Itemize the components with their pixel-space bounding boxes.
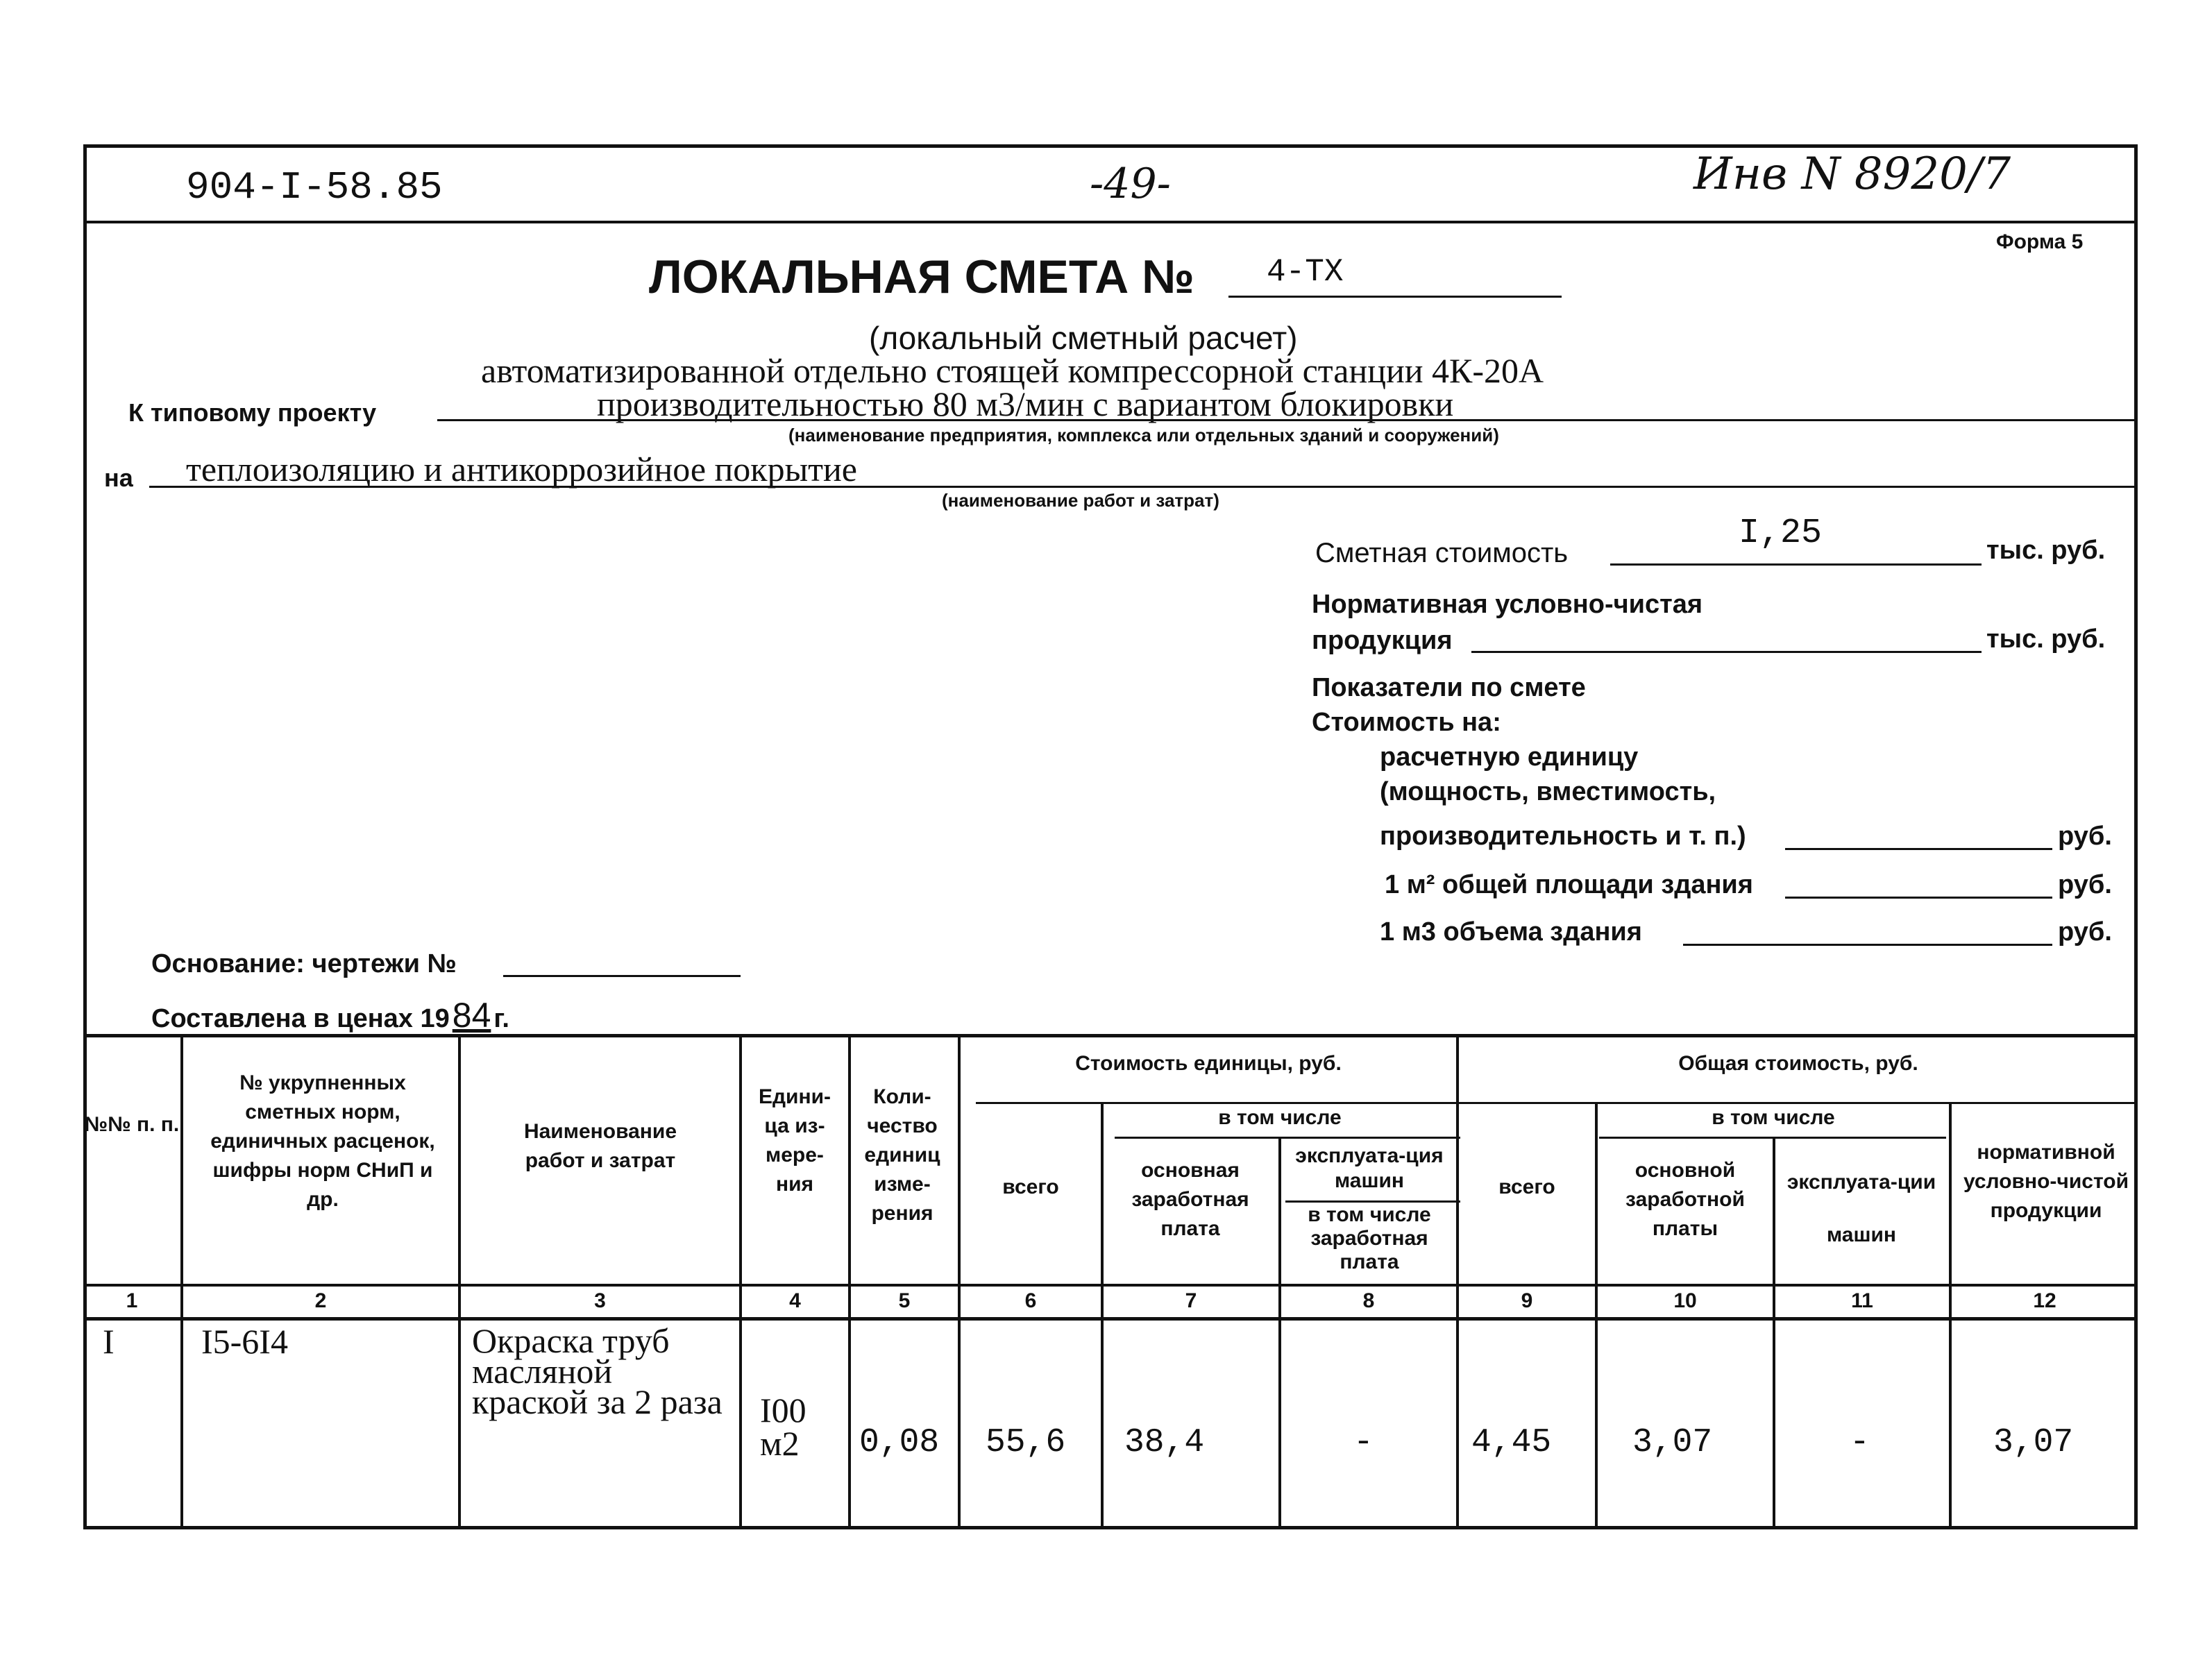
estimate-number-underline [1228, 296, 1562, 298]
drawings-label: Основание: чертежи № [151, 949, 457, 978]
doc-code: 904-I-58.85 [186, 165, 443, 210]
calc-unit-rub: руб. [2058, 822, 2112, 851]
header-c12: нормативной условно-чистой продукции [1963, 1141, 2129, 1222]
colnum-12: 12 [2033, 1289, 2056, 1312]
header-c11: эксплуата-ции машин [1786, 1171, 1936, 1246]
drawings-underline [503, 975, 741, 977]
header-divider [83, 221, 2138, 223]
row-qty: 0,08 [859, 1424, 940, 1461]
row-unit-total: 55,6 [986, 1424, 1066, 1461]
vline-3 [739, 1034, 742, 1529]
object-caption: (наименование предприятия, комплекса или отдельных зданий и сооружений) [788, 425, 1499, 446]
prices-label [151, 995, 509, 1035]
colnum-1: 1 [126, 1289, 138, 1312]
col8-split-rule [1285, 1200, 1460, 1203]
works-underline [149, 486, 2135, 488]
colnum-3: 3 [594, 1289, 606, 1312]
per-m3-label: 1 м3 объема здания [1380, 917, 1642, 947]
header-total-incl: в том числе [1712, 1106, 1835, 1129]
object-underline [437, 419, 2135, 421]
vline-9 [1595, 1102, 1598, 1529]
row-total: 4,45 [1471, 1424, 1552, 1461]
indicators-label: Показатели по смете [1312, 673, 1586, 702]
npp-label-2: продукция [1312, 626, 1453, 655]
colnum-11: 11 [1851, 1289, 1873, 1312]
header-c10: основной заработной платы [1625, 1159, 1745, 1240]
works-label: на [104, 464, 133, 492]
calc-unit-underline [1785, 848, 2052, 850]
npp-label-1: Нормативная условно-чистая [1312, 590, 1703, 619]
colnum-2: 2 [314, 1289, 327, 1312]
estimate-cost-label: Сметная стоимость [1315, 538, 1569, 568]
colnum-4: 4 [789, 1289, 801, 1312]
calc-unit-label-1: расчетную единицу [1380, 743, 1639, 772]
header-c4: Едини-ца из-мере-ния [758, 1085, 831, 1196]
object-name-line2: производительностью 80 м3/мин с вариантом блокировки [597, 384, 1454, 423]
vline-1 [180, 1034, 183, 1529]
colnum-10: 10 [1673, 1289, 1697, 1312]
row-name: Окраска труб масляной краской за 2 раза [472, 1321, 723, 1421]
header-c1: №№ п. п. [84, 1113, 180, 1136]
header-c5: Коли-чество единиц изме-рения [864, 1085, 940, 1225]
works-name: теплоизоляцию и антикоррозийное покрытие [186, 450, 857, 489]
header-unit-incl: в том числе [1218, 1106, 1342, 1129]
page-title: ЛОКАЛЬНАЯ СМЕТА № [649, 251, 1194, 303]
per-m2-rub: руб. [2058, 870, 2112, 899]
row-total-machine: - [1850, 1424, 1870, 1461]
page-number: -49- [1090, 160, 1171, 208]
colnum-7: 7 [1185, 1289, 1197, 1312]
per-m2-underline [1785, 897, 2052, 899]
prices-year: 84 [452, 996, 491, 1035]
vline-2 [458, 1034, 461, 1529]
row-total-npp: 3,07 [1993, 1424, 2074, 1461]
header-c7: основная заработная плата [1131, 1159, 1249, 1240]
vline-10 [1773, 1137, 1775, 1529]
vline-5 [958, 1034, 961, 1529]
colnum-6: 6 [1024, 1289, 1037, 1312]
header-c3: Наименование работ и затрат [523, 1120, 677, 1172]
unit-incl-rule [1115, 1137, 1460, 1139]
estimate-cost-value: I,25 [1739, 514, 1823, 553]
estimate-cost-underline [1610, 563, 1982, 566]
inventory-number: Инв N 8920/7 [1693, 149, 2011, 200]
npp-underline [1471, 651, 1982, 653]
header-c2: № укрупненных сметных норм, единичных расценок, шифры норм СНиП и др. [210, 1071, 435, 1211]
header-total-group: Общая стоимость, руб. [1678, 1052, 1918, 1075]
vline-4 [848, 1034, 851, 1529]
vline-11 [1949, 1102, 1952, 1529]
per-m3-underline [1683, 944, 2052, 946]
calc-unit-label-2: (мощность, вместимость, [1380, 777, 1716, 806]
form-number: Форма 5 [1996, 230, 2084, 253]
header-unit-group: Стоимость единицы, руб. [1075, 1052, 1342, 1075]
prices-prefix: Составлена в ценах 19 [151, 1004, 450, 1033]
vline-7 [1278, 1137, 1281, 1529]
calc-unit-label-3: производительность и т. п.) [1380, 822, 1746, 851]
object-name-line1: автоматизированной отдельно стоящей компрессорной станции 4К-20А [481, 351, 1544, 390]
colnum-bottom-rule [83, 1317, 2138, 1321]
prices-suffix: г. [493, 1004, 509, 1033]
header-c6: всего [1002, 1176, 1059, 1198]
header-c8b: в том числе заработная плата [1308, 1203, 1431, 1273]
per-m3-rub: руб. [2058, 917, 2112, 947]
estimate-table [83, 1034, 2138, 1529]
header-c9: всего [1498, 1176, 1555, 1198]
row-unit: I00 м2 [760, 1391, 806, 1463]
row-number: I [103, 1322, 115, 1361]
npp-unit: тыс. руб. [1986, 625, 2106, 654]
row-unit-machine: - [1353, 1424, 1374, 1461]
header-bottom-rule [83, 1284, 2138, 1287]
estimate-cost-unit: тыс. руб. [1986, 536, 2106, 565]
per-m2-label: 1 м² общей площади здания [1385, 870, 1753, 899]
colnum-8: 8 [1362, 1289, 1375, 1312]
row-code: I5-6I4 [201, 1322, 288, 1361]
colnum-5: 5 [898, 1289, 911, 1312]
estimate-number: 4-ТХ [1267, 254, 1344, 290]
header-c8a: эксплуата-ция машин [1295, 1144, 1444, 1192]
works-caption: (наименование работ и затрат) [942, 490, 1219, 511]
title-subtitle: (локальный сметный расчет) [869, 320, 1298, 356]
row-total-wage: 3,07 [1632, 1424, 1713, 1461]
cost-on-label: Стоимость на: [1312, 708, 1501, 737]
vline-6 [1101, 1102, 1104, 1529]
vline-8 [1456, 1034, 1459, 1529]
colnum-9: 9 [1521, 1289, 1533, 1312]
row-unit-wage: 38,4 [1124, 1424, 1205, 1461]
table-top-rule [83, 1034, 2138, 1037]
project-label: К типовому проекту [128, 398, 377, 427]
